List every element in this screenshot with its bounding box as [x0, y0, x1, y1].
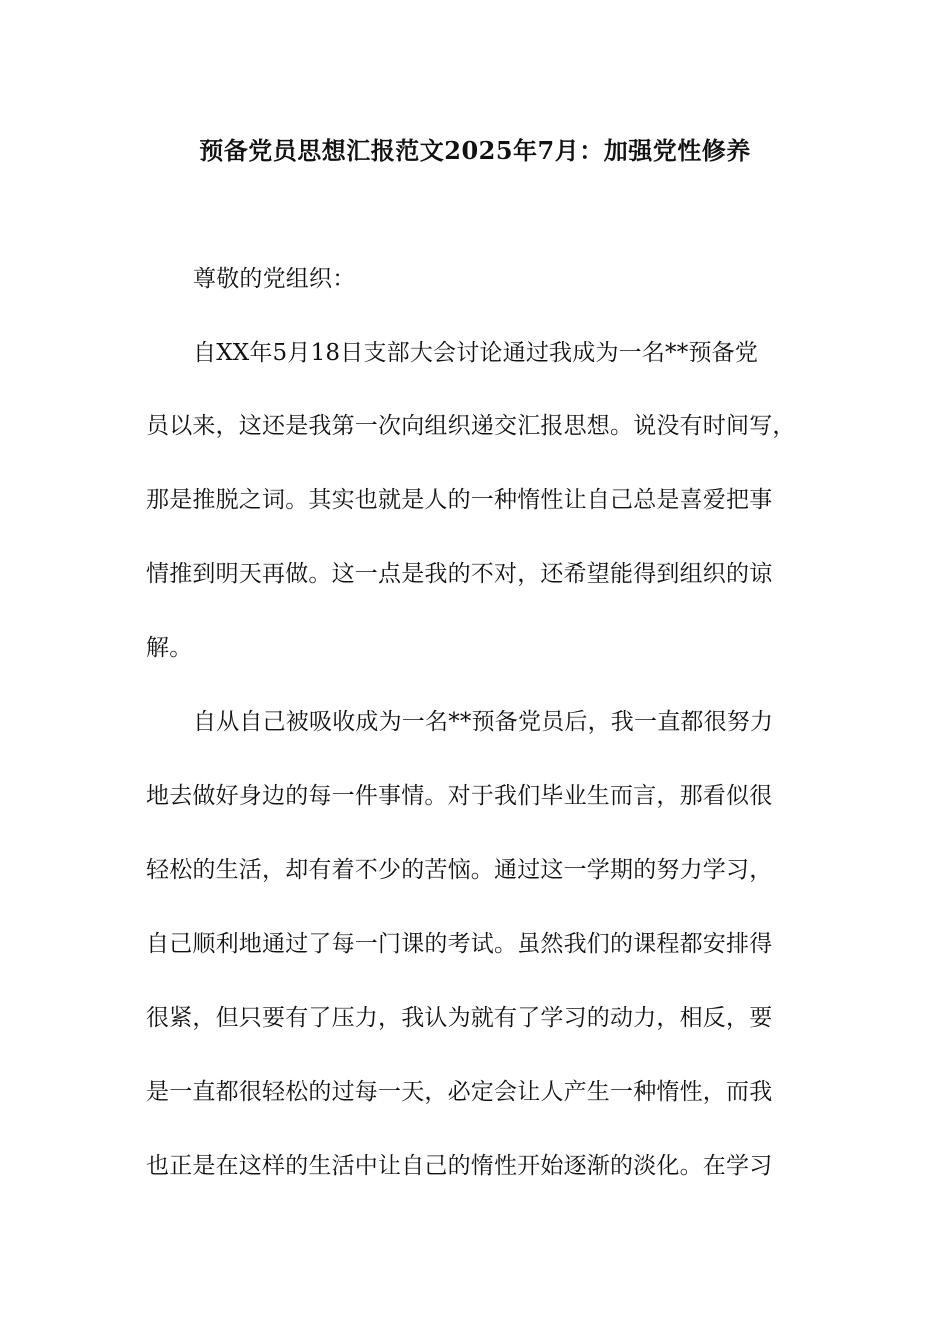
paragraph-2-line-7: 也正是在这样的生活中让自己的惰性开始逐渐的淡化。在学习 [146, 1153, 773, 1179]
paragraph-2-line-3: 轻松的生活，却有着不少的苦恼。通过这一学期的努力学习， [146, 857, 773, 883]
document-title: 预备党员思想汇报范文2025年7月：加强党性修养 [199, 136, 751, 165]
paragraph-2-line-2: 地去做好身边的每一件事情。对于我们毕业生而言，那看似很 [146, 783, 773, 809]
paragraph-1-line-4: 情推到明天再做。这一点是我的不对，还希望能得到组织的谅 [146, 561, 773, 587]
paragraph-1-line-2: 员以来，这还是我第一次向组织递交汇报思想。说没有时间写， [146, 413, 796, 439]
paragraph-1-line-3: 那是推脱之词。其实也就是人的一种惰性让自己总是喜爱把事 [146, 487, 773, 513]
paragraph-1-line-5: 解。 [146, 635, 193, 661]
salutation: 尊敬的党组织： [193, 266, 356, 292]
paragraph-2-line-6: 是一直都很轻松的过每一天，必定会让人产生一种惰性，而我 [146, 1079, 773, 1105]
paragraph-2-line-5: 很紧，但只要有了压力，我认为就有了学习的动力，相反，要 [146, 1005, 773, 1031]
paragraph-2-line-1: 自从自己被吸收成为一名**预备党员后，我一直都很努力 [193, 709, 774, 735]
paragraph-2-line-4: 自己顺利地通过了每一门课的考试。虽然我们的课程都安排得 [146, 931, 773, 957]
paragraph-1-line-1: 自XX年5月18日支部大会讨论通过我成为一名**预备党 [193, 340, 759, 366]
